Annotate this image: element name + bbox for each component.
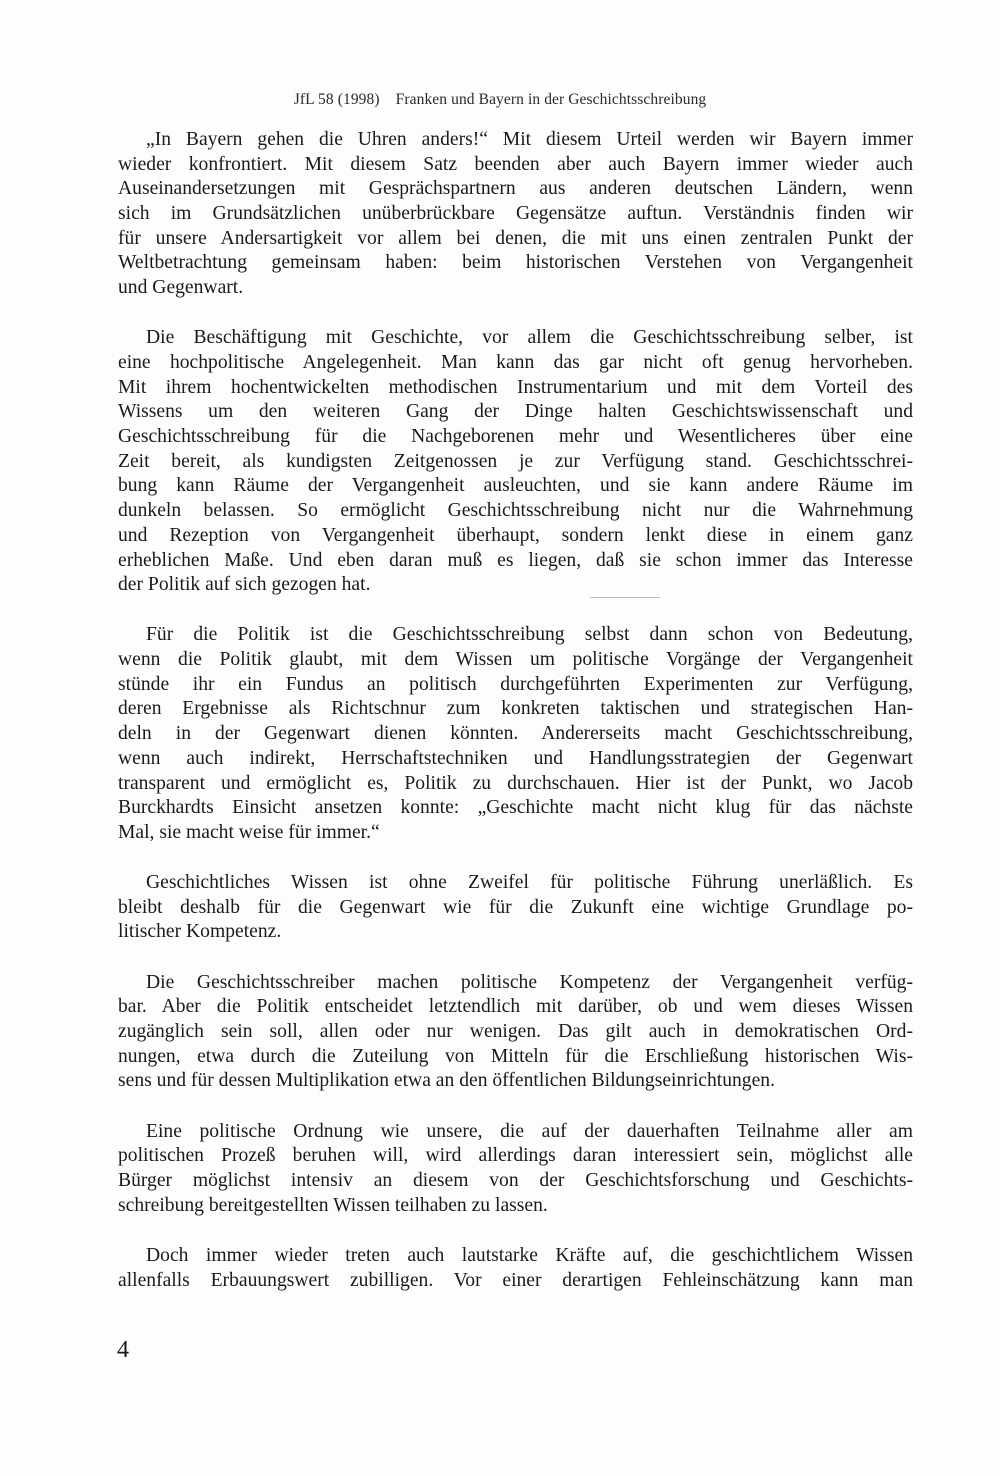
paragraph <box>118 326 913 598</box>
text-line: Zeit bereit, als kundigsten Zeitgenossen je zur Verfügung stand. Geschichtsschrei- <box>118 450 913 472</box>
text-line: Doch immer wieder treten auch lautstarke Kräfte auf, die geschichtlichem Wissen <box>146 1244 913 1266</box>
text-line: Auseinandersetzungen mit Gesprächspartnern aus anderen deutschen Ländern, wenn <box>118 178 913 200</box>
text-line: nungen, etwa durch die Zuteilung von Mitteln für die Erschließung historischen Wis- <box>118 1045 913 1067</box>
text-line: bung kann Räume der Vergangenheit ausleuchten, und sie kann andere Räume im <box>118 475 913 497</box>
text-line: Weltbetrachtung gemeinsam haben: beim historischen Verstehen von Vergangenheit <box>118 252 913 274</box>
text-line: der Politik auf sich gezogen hat. <box>118 574 371 596</box>
paragraph <box>118 1120 913 1219</box>
text-line: sich im Grundsätzlichen unüberbrückbare Gegensätze auftun. Verständnis finden wir <box>118 203 913 225</box>
text-line: transparent und ermöglicht es, Politik zu durchschauen. Hier ist der Punkt, wo Jacob <box>118 772 913 794</box>
text-line: erheblichen Maße. Und eben daran muß es liegen, daß sie schon immer das Interesse <box>118 549 913 571</box>
text-line: und Rezeption von Vergangenheit überhaupt, sondern lenkt diese in einem ganz <box>118 524 913 546</box>
paragraph-gap <box>118 301 913 327</box>
text-line: Wissens um den weiteren Gang der Dinge halten Geschichtswissenschaft und <box>118 401 913 423</box>
text-line: Die Beschäftigung mit Geschichte, vor allem die Geschichtsschreibung selber, ist <box>146 327 913 349</box>
text-line: Eine politische Ordnung wie unsere, die auf der dauerhaften Teilnahme aller am <box>146 1120 913 1142</box>
text-line: Mit ihrem hochentwickelten methodischen Instrumentarium und mit dem Vorteil des <box>118 376 913 398</box>
paragraph <box>118 871 913 945</box>
text-line: Burckhardts Einsicht ansetzen konnte: „Geschichte macht nicht klug für das nächste <box>118 797 913 819</box>
article-body <box>118 128 913 1293</box>
text-line: Für die Politik ist die Geschichtsschreibung selbst dann schon von Bedeutung, <box>146 624 913 646</box>
text-line: Geschichtliches Wissen ist ohne Zweifel für politische Führung unerläßlich. Es <box>146 872 913 894</box>
paragraph-gap <box>118 945 913 971</box>
text-line: bleibt deshalb für die Gegenwart wie für die Zukunft eine wichtige Grundlage po- <box>118 896 913 918</box>
text-line: eine hochpolitische Angelegenheit. Man kann das gar nicht oft genug hervorheben. <box>118 352 913 373</box>
text-line: Bürger möglichst intensiv an diesem von der Geschichtsforschung und Geschichts- <box>118 1169 913 1191</box>
text-line: bar. Aber die Politik entscheidet letztendlich mit darüber, ob und wem dieses Wissen <box>118 996 913 1018</box>
journal-reference: JfL 58 (1998) <box>293 91 380 108</box>
text-line: wieder konfrontiert. Mit diesem Satz beenden aber auch Bayern immer wieder auch <box>118 153 913 175</box>
text-line: „In Bayern gehen die Uhren anders!“ Mit diesem Urteil werden wir Bayern immer <box>146 129 913 150</box>
text-line: Mal, sie macht weise für immer.“ <box>118 821 380 843</box>
text-line: stünde ihr ein Fundus an politisch durchgeführten Experimenten zur Verfügung, <box>118 673 913 695</box>
text-line: wenn die Politik glaubt, mit dem Wissen um politische Vorgänge der Vergangenheit <box>118 649 913 671</box>
text-line: deln in der Gegenwart dienen könnten. Andererseits macht Geschichtsschreibung, <box>118 723 913 745</box>
paragraph <box>118 1244 913 1293</box>
text-line: zugänglich sein soll, allen oder nur wenigen. Das gilt auch in demokratischen Ord- <box>118 1021 913 1042</box>
paragraph <box>118 623 913 845</box>
running-title: Franken und Bayern in der Geschichtsschreibung <box>395 91 707 108</box>
paragraph-gap <box>118 1094 913 1120</box>
paragraph-gap <box>118 598 913 624</box>
text-line: wenn auch indirekt, Herrschaftstechniken und Handlungsstrategien der Gegenwart <box>118 747 913 769</box>
paragraph <box>118 128 913 301</box>
paragraph-gap <box>118 1218 913 1244</box>
running-header <box>0 91 1000 109</box>
text-line: deren Ergebnisse als Richtschnur zum konkreten taktischen und strategischen Han- <box>118 698 913 720</box>
paragraph <box>118 971 913 1094</box>
text-line: litischer Kompetenz. <box>118 921 282 943</box>
text-line: und Gegenwart. <box>118 277 244 299</box>
text-line: politischen Prozeß beruhen will, wird allerdings daran interessiert sein, möglichst alle <box>118 1145 913 1167</box>
text-line: sens und für dessen Multiplikation etwa an den öffentlichen Bildungseinrichtungen. <box>118 1070 775 1092</box>
text-line: schreibung bereitgestellten Wissen teilhaben zu lassen. <box>118 1194 548 1216</box>
text-line: Geschichtsschreibung für die Nachgeborenen mehr und Wesentlicheres über eine <box>118 426 913 448</box>
text-line: dunkeln belassen. So ermöglicht Geschichtsschreibung nicht nur die Wahrnehmung <box>118 500 913 522</box>
text-line: Die Geschichtsschreiber machen politische Kompetenz der Vergangenheit verfüg- <box>146 971 913 993</box>
text-line: allenfalls Erbauungswert zubilligen. Vor einer derartigen Fehleinschätzung kann man <box>118 1269 913 1291</box>
paragraph-gap <box>118 846 913 872</box>
text-line: für unsere Andersartigkeit vor allem bei denen, die mit uns einen zentralen Punkt der <box>118 227 913 249</box>
scan-speck <box>590 597 660 598</box>
page-number: 4 <box>117 1337 129 1363</box>
